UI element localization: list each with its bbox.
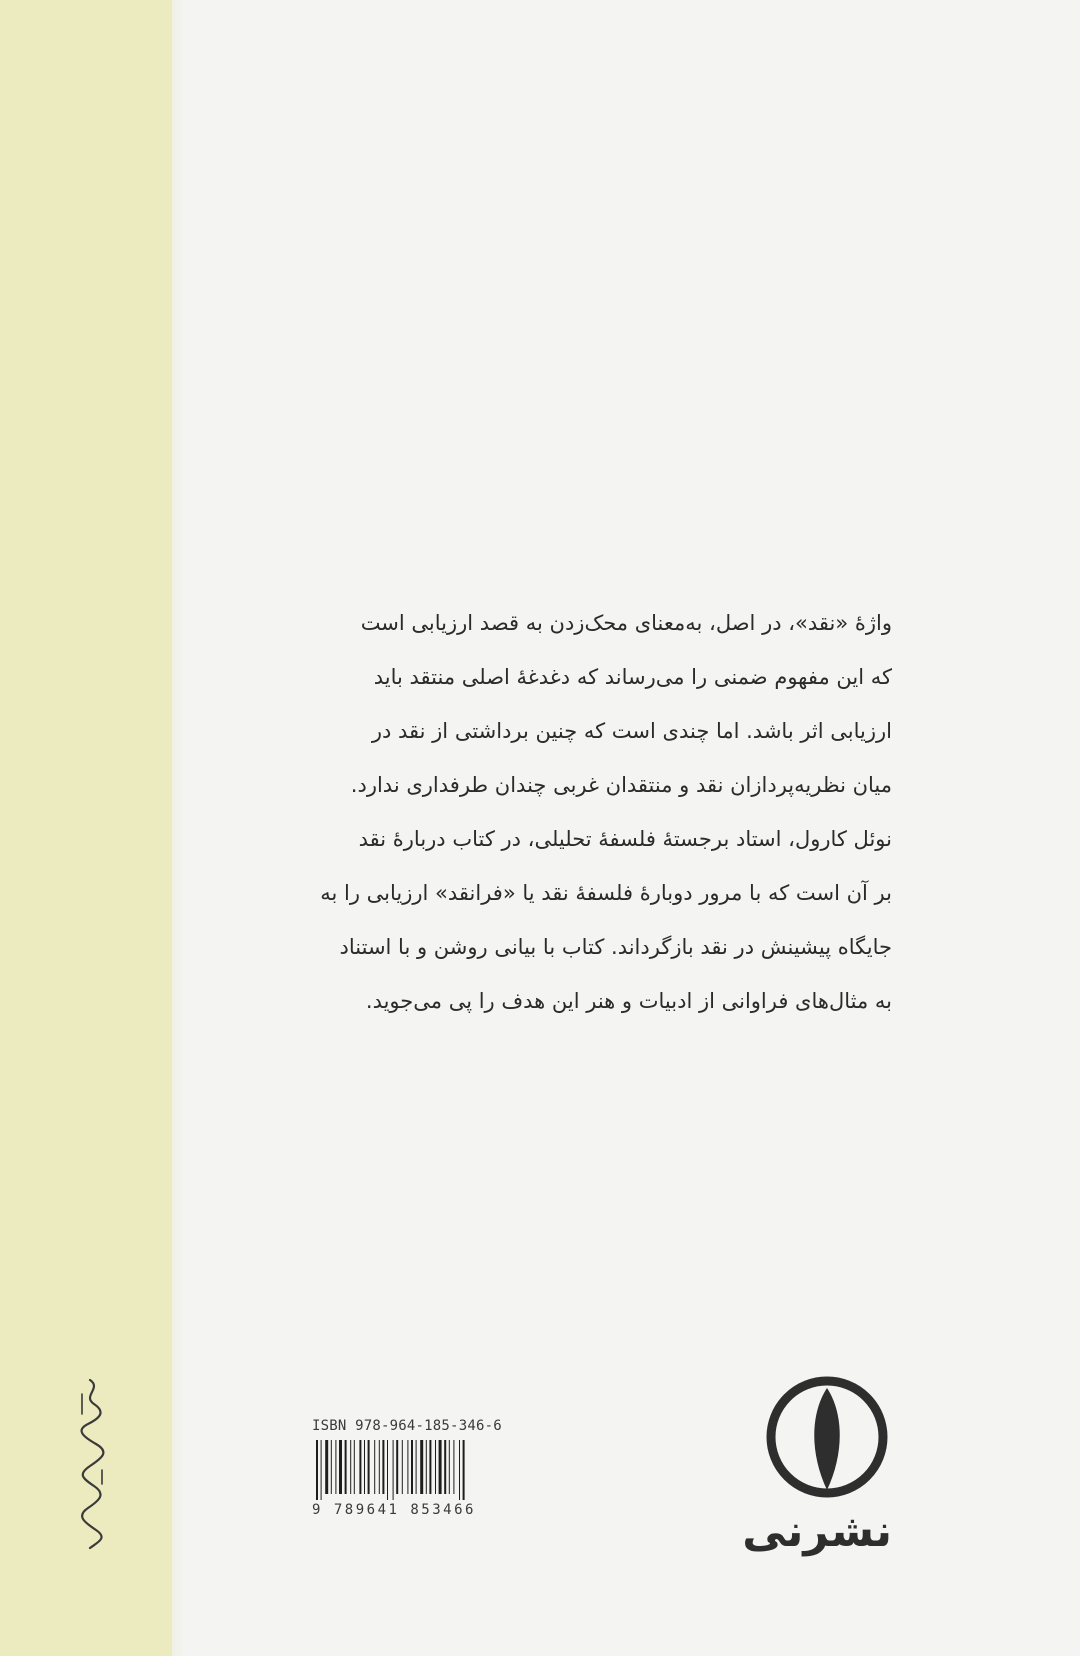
barcode-icon bbox=[316, 1440, 502, 1500]
barcode-bar bbox=[459, 1440, 460, 1500]
back-cover-blurb bbox=[300, 596, 892, 1028]
publisher-name: نشرنی bbox=[742, 1506, 892, 1557]
barcode-bar bbox=[331, 1440, 332, 1494]
barcode-bar bbox=[402, 1440, 403, 1494]
blurb-line: میان نظریه‌پردازان نقد و منتقدان غربی چندان طرفداری ندارد. bbox=[350, 773, 892, 797]
isbn-barcode-block bbox=[312, 1418, 506, 1522]
barcode-bar bbox=[444, 1440, 446, 1494]
barcode-bar bbox=[364, 1440, 365, 1494]
barcode-bar bbox=[345, 1440, 347, 1494]
blurb-line: واژهٔ «نقد»، در اصل، به‌معنای محک‌زدن به قصد ارزیابی است bbox=[360, 611, 892, 635]
publisher-logo bbox=[742, 1374, 892, 1564]
barcode-bar bbox=[350, 1440, 351, 1494]
barcode-bar bbox=[453, 1440, 454, 1494]
blurb-line: بر آن است که با مرور دوبارهٔ فلسفهٔ نقد یا «فرانقد» ارزیابی را به bbox=[320, 881, 892, 905]
blurb-line: که این مفهوم ضمنی را می‌رساند که دغدغهٔ اصلی منتقد باید bbox=[373, 665, 892, 689]
barcode-bar bbox=[393, 1440, 394, 1500]
barcode-bar bbox=[339, 1440, 342, 1494]
barcode-bar bbox=[463, 1440, 465, 1500]
handwritten-signature-icon bbox=[72, 1374, 112, 1554]
barcode-bar bbox=[321, 1440, 322, 1500]
barcode-bar bbox=[325, 1440, 328, 1494]
barcode-bar bbox=[379, 1440, 380, 1494]
barcode-bar bbox=[387, 1440, 388, 1500]
barcode-bar bbox=[374, 1440, 375, 1494]
barcode-bar bbox=[411, 1440, 413, 1494]
blurb-line: جایگاه پیشینش در نقد بازگرداند. کتاب با بیانی روشن و با استناد bbox=[339, 935, 892, 959]
blurb-line: به مثال‌های فراوانی از ادبیات و هنر این هدف را پی می‌جوید. bbox=[365, 989, 892, 1013]
spine-signature bbox=[72, 1374, 112, 1554]
isbn-label: ISBN 978-964-185-346-6 bbox=[312, 1418, 502, 1434]
blurb-line: ارزیابی اثر باشد. اما چندی است که چنین برداشتی از نقد در bbox=[371, 719, 892, 743]
barcode-bar bbox=[382, 1440, 384, 1494]
barcode-bar bbox=[359, 1440, 361, 1494]
reed-leaf-circle-icon bbox=[764, 1374, 890, 1500]
barcode-digits: 9 789641 853466 bbox=[312, 1502, 476, 1518]
barcode-bar bbox=[354, 1440, 355, 1494]
barcode-bar bbox=[335, 1440, 336, 1494]
barcode-bar bbox=[368, 1440, 370, 1494]
barcode-bar bbox=[435, 1440, 436, 1494]
barcode-bar bbox=[420, 1440, 423, 1494]
spine-fold bbox=[172, 0, 186, 1656]
barcode-bar bbox=[429, 1440, 431, 1494]
barcode-bar bbox=[449, 1440, 450, 1494]
barcode-bar bbox=[439, 1440, 442, 1494]
barcode-bar bbox=[396, 1440, 398, 1494]
barcode-bar bbox=[416, 1440, 417, 1494]
barcode-bar bbox=[426, 1440, 427, 1494]
blurb-line: نوئل کارول، استاد برجستهٔ فلسفهٔ تحلیلی، در کتاب دربارهٔ نقد bbox=[358, 827, 892, 851]
barcode-bar bbox=[407, 1440, 408, 1494]
barcode-bar bbox=[316, 1440, 318, 1500]
